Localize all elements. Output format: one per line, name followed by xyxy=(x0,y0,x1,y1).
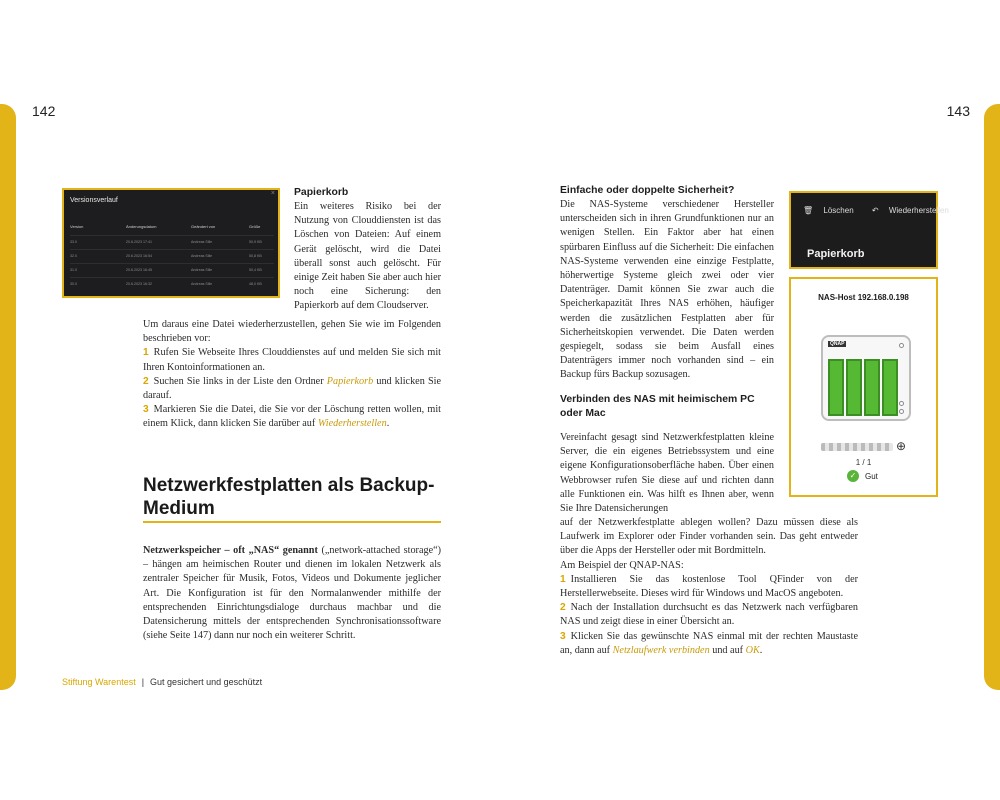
step-number: 1 xyxy=(560,573,566,585)
table-cell: 48,0 KB xyxy=(249,278,274,292)
drive-bay xyxy=(828,359,844,416)
step-text: . xyxy=(759,644,763,656)
security-paragraph: Die NAS-Systeme verschiedener Hersteller unterscheiden sich in ihren Grundfunktionen nur an wenigen Stellen. Ein Faktor aber hat einen spürbaren Einfluss auf die Sicherheit: Die einfachen NAS-Systeme verwenden eine einzige Festplatte, höherwertige Systeme gleich zwei oder vier Datenträger. Damit können Sie zwar auch die Speicherkapazität Ihres NAS erhöhen, häufiger werden die zusätzlichen Festplatten aber für Sicherheitskopien verwendet. Die Daten werden gespiegelt, sodass sie beim Ausfall eines Datenträgers immer noch vorhanden sind – ein Backup fürs Backup sozusagen. xyxy=(560,199,774,381)
step-text: und klicken Sie darauf. xyxy=(143,375,441,402)
drive-bay xyxy=(882,359,898,416)
heading-connect: Verbinden des NAS mit heimischem PC oder Mac xyxy=(560,393,755,419)
paragraph-text: („network-attached storage“) – hängen am heimischen Router und dienen im lokalen Netzwerk als zentraler Speicher für Musik, Fotos, Videos und Dokumente jeglicher Art. Die Konfiguration ist für den Normalanwender mithilfe der entsprechenden Einrichtungsdialoge durchaus machbar und die Datensicherung mittels der entsprechenden Synchronisationssoftware (siehe Seite 147) dann nur noch ein weiterer Schritt. xyxy=(143,545,441,642)
table-cell: 30.0 xyxy=(70,278,126,292)
papierkorb-paragraph: Ein weiteres Risiko bei der Nutzung von Clouddiensten ist das Löschen von Dateien: Auf einem Gerät gelöscht, wird die Datei überall sonst auch gelöscht. Für einige Zeit haben Sie aber auch hier noch eine Sicherung: den Papierkorb auf dem Cloudserver. xyxy=(294,201,441,312)
intro-paragraph: Um daraus eine Datei wiederherzustellen, gehen Sie wie im Folgenden beschrieben vor: xyxy=(143,319,441,345)
connect-paragraph-bottom xyxy=(560,516,858,658)
zoom-icon[interactable]: ⊕ xyxy=(896,439,907,453)
ui-term-link: OK xyxy=(745,644,760,656)
version-history-panel xyxy=(62,188,280,298)
page-number-right: 143 xyxy=(946,103,970,119)
restore-button[interactable] xyxy=(872,206,957,215)
power-led-icon xyxy=(899,343,904,348)
device-count: 1 / 1 xyxy=(855,458,872,467)
table-cell: 50,9 KB xyxy=(249,236,274,250)
connect-paragraph-part: auf der Netzwerkfestplatte ablegen wollen? Dazu müssen diese als Laufwerk im Explorer oder Finder vorhanden sein. Das geht entweder über die Apps der Hersteller oder mit Bordmitteln. xyxy=(560,517,858,557)
page-number-left: 142 xyxy=(32,103,56,119)
table-cell: 20.6.2023 16:32 xyxy=(126,278,191,292)
papierkorb-section xyxy=(294,186,441,314)
column-header: Geändert von xyxy=(191,224,216,229)
step-number: 2 xyxy=(143,375,149,387)
close-icon: × xyxy=(270,190,275,197)
table-cell: 20.6.2023 17:41 xyxy=(126,236,191,250)
table-cell: 50,8 KB xyxy=(249,250,274,264)
connect-paragraph-part: Vereinfacht gesagt sind Netzwerkfestplatten kleine Server, die ein eigenes Betriebssystem und eine eigene Konfigurationsoberfläche haben. Über einen Webbrowser rufen Sie diese auf und richten dann alle Funktionen ein. Was hilft es Ihnen aber, wenn Sie Ihre Datensicherungen xyxy=(560,432,774,515)
table-cell: 32.0 xyxy=(70,250,126,264)
version-history-title: Versionsverlauf xyxy=(70,197,118,204)
check-icon: ✓ xyxy=(847,470,859,482)
trash-toolbar xyxy=(803,206,965,215)
nas-host-panel xyxy=(789,277,938,497)
step-text: und auf xyxy=(709,644,746,656)
page-footer xyxy=(62,677,262,687)
step-text: Rufen Sie Webseite Ihres Clouddienstes auf und melden Sie sich mit Ihren Kontoinformationen an. xyxy=(143,347,441,373)
table-cell: 50,4 KB xyxy=(249,264,274,278)
papierkorb-heading: Papierkorb xyxy=(294,187,349,198)
table-cell: Andreas Sille xyxy=(191,236,249,250)
status-led-icon xyxy=(899,409,904,414)
trash-panel xyxy=(789,191,949,269)
table-cell: Andreas Sille xyxy=(191,264,249,278)
section-title: Netzwerkfestplatten als Backup-Medium xyxy=(143,475,435,519)
step-item xyxy=(143,375,441,403)
undo-icon: ↶ xyxy=(871,206,879,215)
table-cell: Andreas Sille xyxy=(191,278,249,292)
step-number: 2 xyxy=(560,602,566,614)
step-text: Markieren Sie die Datei, die Sie vor der Löschung retten wollen, mit einem Klick, dann klicken Sie darüber auf xyxy=(143,404,441,430)
drive-bay xyxy=(846,359,862,416)
left-edge-tab xyxy=(0,104,16,690)
right-edge-tab xyxy=(984,104,1000,690)
nas-device-image[interactable] xyxy=(821,335,911,421)
table-row xyxy=(70,250,274,264)
status-badge xyxy=(847,470,878,482)
ui-term-link: Papierkorb xyxy=(326,375,374,387)
step-number: 3 xyxy=(143,404,149,416)
nas-intro xyxy=(143,544,441,643)
nas-paragraph xyxy=(143,544,441,643)
step-text: Klicken Sie das gewünschte NAS einmal mit der rechten Maustaste an, dann auf xyxy=(560,630,858,656)
step-item xyxy=(143,403,441,431)
step-text: . xyxy=(386,418,390,430)
step-item xyxy=(560,630,858,658)
step-number: 1 xyxy=(143,347,149,359)
blurred-hostname xyxy=(821,443,893,451)
step-text: Suchen Sie links in der Liste den Ordner xyxy=(153,375,327,387)
version-history-table xyxy=(70,224,274,291)
restore-label: Wiederherstellen xyxy=(888,206,949,215)
delete-button[interactable] xyxy=(803,206,864,215)
step-item xyxy=(143,346,441,374)
connect-paragraph-top xyxy=(560,431,774,516)
qnap-logo: QNAP xyxy=(830,341,845,347)
ui-term-link: Netzlaufwerk verbinden xyxy=(612,644,710,656)
heading-security: Einfache oder doppelte Sicherheit? xyxy=(560,185,735,196)
footer-brand: Stiftung Warentest xyxy=(62,677,136,687)
column-header: Änderungsdatum xyxy=(126,224,157,229)
footer-separator: | xyxy=(141,677,145,687)
status-led-icon xyxy=(899,401,904,406)
table-cell: 20.6.2023 16:54 xyxy=(126,250,191,264)
table-cell: 31.0 xyxy=(70,264,126,278)
step-item xyxy=(560,573,858,601)
table-cell: 33.0 xyxy=(70,236,126,250)
footer-title: Gut gesichert und geschützt xyxy=(150,677,263,687)
step-text: Installieren Sie das kostenlose Tool QFinder von der Herstellerwebseite. Dieses wird für Windows und MacOS angeboten. xyxy=(560,573,858,600)
column-header: Version xyxy=(70,224,84,229)
step-number: 3 xyxy=(560,630,566,642)
column-header: Größe xyxy=(249,224,261,229)
table-cell: Andreas Sille xyxy=(191,250,249,264)
restore-instructions xyxy=(143,318,441,432)
drive-bay xyxy=(864,359,880,416)
status-label: Gut xyxy=(865,471,878,481)
table-row xyxy=(70,236,274,250)
table-row xyxy=(70,278,274,292)
nas-host-title: NAS-Host 192.168.0.198 xyxy=(818,293,909,302)
table-cell: 20.6.2023 16:45 xyxy=(126,264,191,278)
right-narrow-block xyxy=(560,184,774,421)
trash-title: Papierkorb xyxy=(807,248,865,260)
trash-icon: 🗑 xyxy=(803,206,814,215)
ui-term-link: Wiederherstellen xyxy=(317,418,387,430)
step-text: Nach der Installation durchsucht es das Netzwerk nach verfügbaren NAS und zeigt diese in einer Übersicht an. xyxy=(560,602,858,628)
title-underline xyxy=(143,521,441,523)
table-row xyxy=(70,264,274,278)
delete-label: Löschen xyxy=(823,206,854,215)
qnap-example: Am Beispiel der QNAP-NAS: xyxy=(560,559,684,571)
lead-in: Netzwerkspeicher – oft „NAS“ genannt xyxy=(143,545,318,556)
step-item xyxy=(560,601,858,629)
